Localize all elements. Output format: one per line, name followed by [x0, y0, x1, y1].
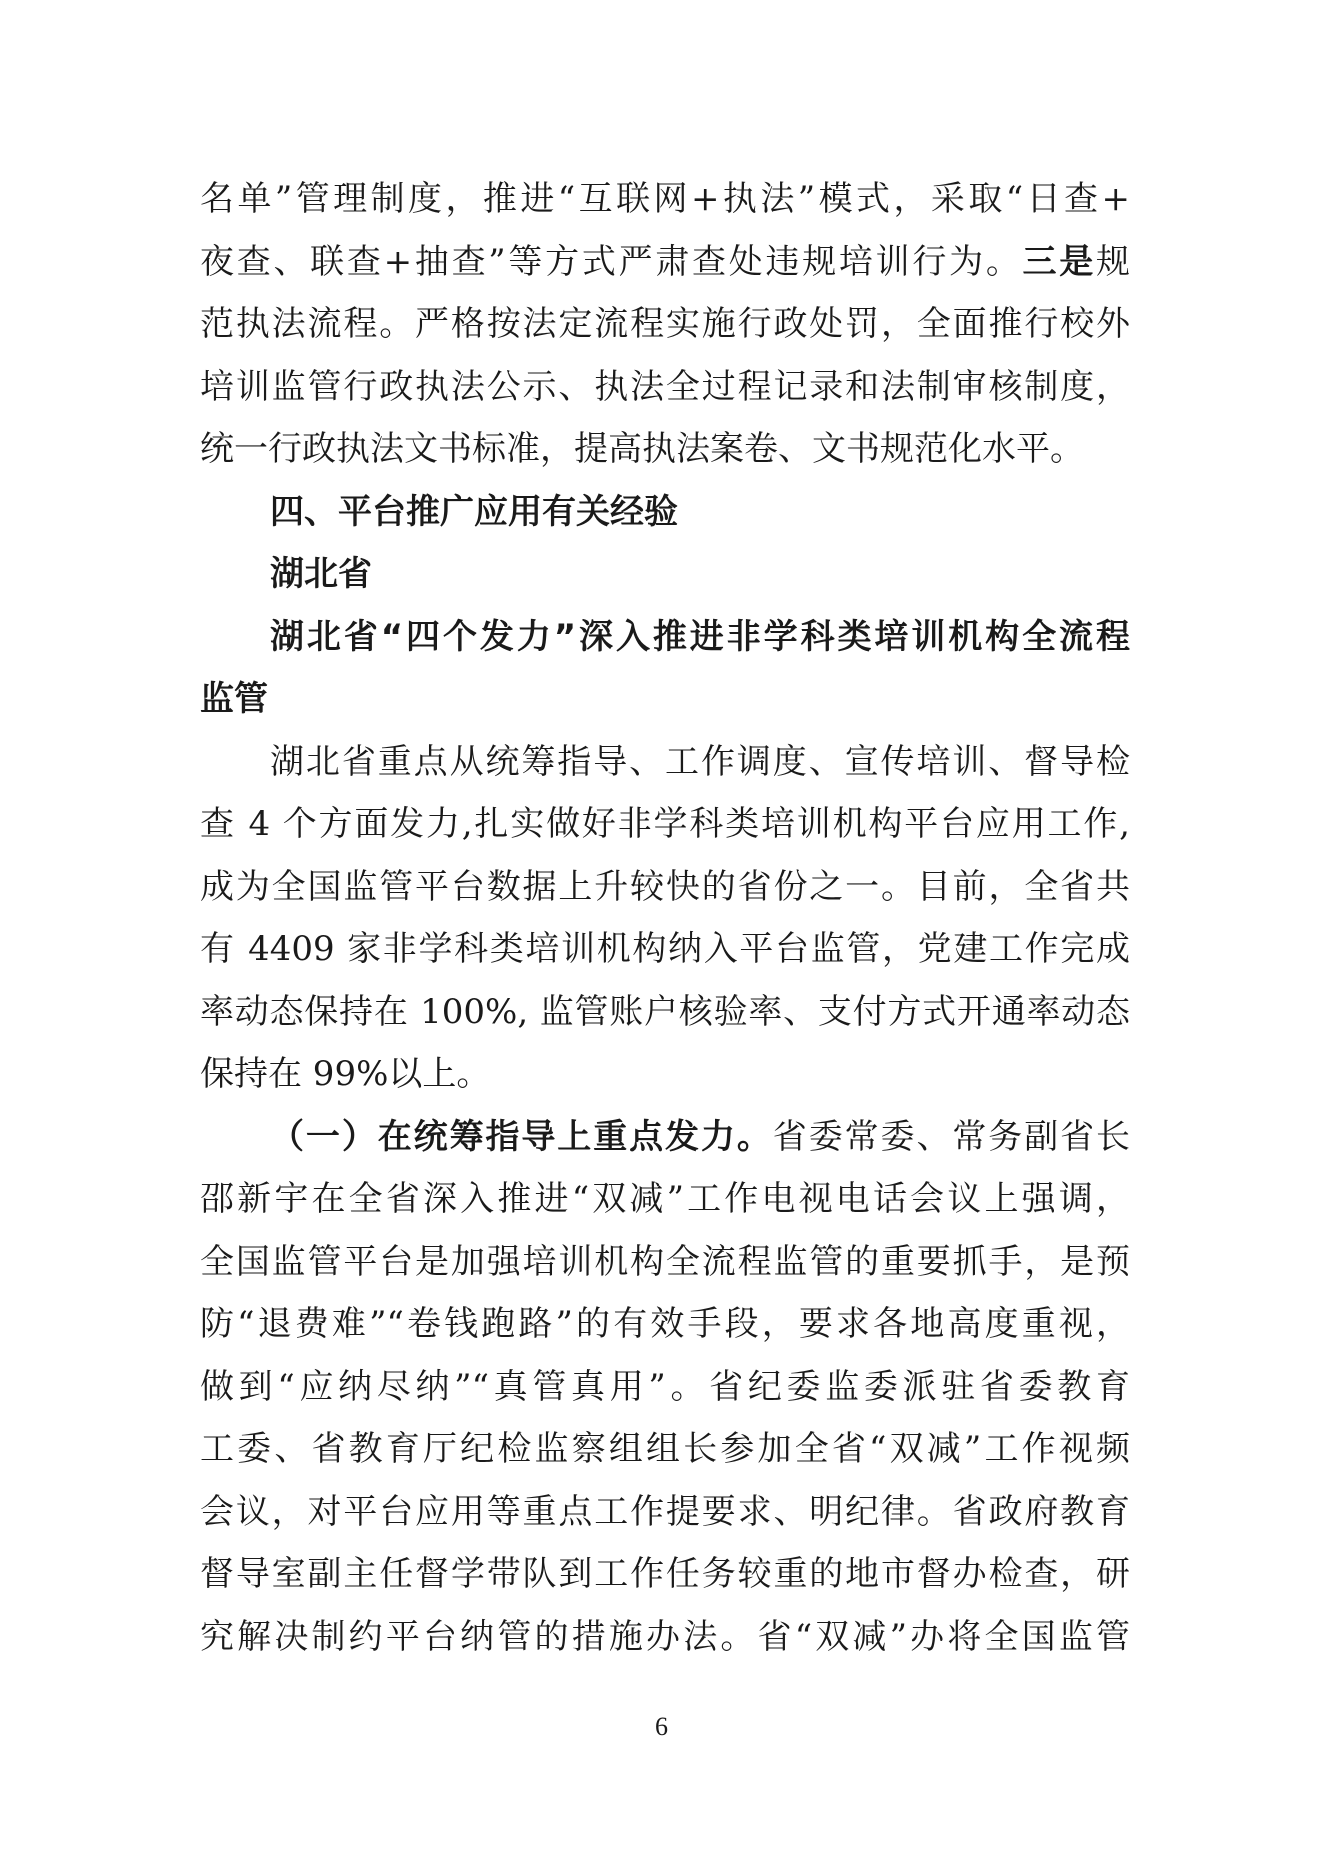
text-line: 培训监管行政执法公示、执法全过程记录和法制审核制度， — [200, 366, 1130, 407]
text-line: 保持在 99%以上。 — [200, 1054, 491, 1094]
text-line — [200, 1106, 1130, 1169]
text-line — [200, 231, 1130, 294]
text-line: 范执法流程。严格按法定流程实施行政处罚，全面推行校外 — [200, 304, 1130, 344]
text-line: 名单”管理制度，推进“互联网+执法”模式，采取“日查+ — [200, 179, 1130, 219]
section-heading: 四、平台推广应用有关经验 — [270, 491, 678, 532]
province-label: 湖北省 — [270, 554, 372, 594]
text-segment: 省委常委、常务副省长 — [772, 1116, 1131, 1157]
page-number: 6 — [655, 1712, 668, 1741]
text-line: 督导室副主任督学带队到工作任务较重的地市督办检查，研 — [200, 1554, 1130, 1594]
text-line: 防“退费难”“卷钱跑路”的有效手段，要求各地高度重视， — [200, 1304, 1130, 1344]
text-line: 率动态保持在 100%, 监管账户核验率、支付方式开通率动态 — [200, 991, 1130, 1032]
text-line: 统一行政执法文书标准，提高执法案卷、文书规范化水平。 — [200, 429, 1084, 469]
text-line: 会议，对平台应用等重点工作提要求、明纪律。省政府教育 — [200, 1491, 1130, 1532]
document-body — [200, 168, 1130, 1668]
text-segment: 规 — [1096, 241, 1130, 282]
text-line: 全国监管平台是加强培训机构全流程监管的重要抓手，是预 — [200, 1241, 1130, 1282]
text-line: 邵新宇在全省深入推进“双减”工作电视电话会议上强调， — [200, 1179, 1130, 1219]
article-title-line: 监管 — [200, 679, 268, 719]
text-line: 有 4409 家非学科类培训机构纳入平台监管，党建工作完成 — [200, 929, 1130, 969]
bold-lead: （一）在统筹指导上重点发力。 — [270, 1116, 773, 1157]
text-segment: 夜查、联查+抽查”等方式严肃查处违规培训行为。 — [200, 241, 1023, 282]
text-line: 究解决制约平台纳管的措施办法。省“双减”办将全国监管 — [200, 1616, 1130, 1657]
text-line: 工委、省教育厅纪检监察组组长参加全省“双减”工作视频 — [200, 1429, 1130, 1469]
text-line: 查 4 个方面发力,扎实做好非学科类培训机构平台应用工作, — [200, 804, 1130, 844]
text-line: 湖北省重点从统筹指导、工作调度、宣传培训、督导检 — [270, 741, 1130, 782]
text-line: 成为全国监管平台数据上升较快的省份之一。目前，全省共 — [200, 866, 1130, 907]
text-line: 做到“应纳尽纳”“真管真用”。省纪委监委派驻省委教育 — [200, 1366, 1130, 1407]
article-title-line: 湖北省“四个发力”深入推进非学科类培训机构全流程 — [270, 616, 1130, 657]
bold-lead: 三是 — [1022, 241, 1096, 282]
